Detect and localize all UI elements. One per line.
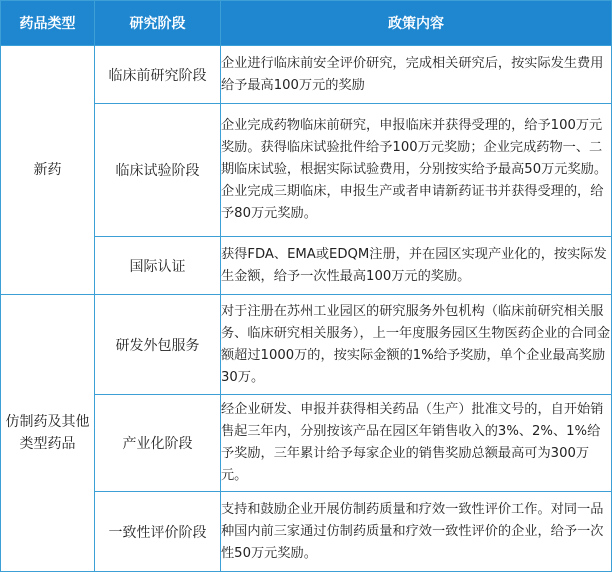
header-policy-content: 政策内容: [221, 1, 612, 46]
stage-cell: 研发外包服务: [95, 295, 221, 395]
table-row: [1, 295, 612, 395]
drug-type-cell: 仿制药及其他类型药品: [1, 295, 95, 572]
policy-content-cell: 经企业研发、申报并获得相关药品（生产）批准文号的，自开始销售起三年内，分别按该产品在园区年销售收入的3%、2%、1%给予奖励，三年累计给予每家企业的销售奖励总额最高可为300万元。: [221, 395, 612, 492]
policy-content-cell: 企业完成药物临床前研究，申报临床并获得受理的，给予100万元奖励。获得临床试验批件给予100万元奖励；企业完成药物一、二期临床试验，根据实际试验费用，分别按实给予最高50万元奖励。企业完成三期临床，申报生产或者申请新药证书并获得受理的，给予80万元奖励。: [221, 104, 612, 237]
header-row: [1, 1, 612, 46]
stage-cell: 一致性评价阶段: [95, 492, 221, 572]
policy-content-cell: 对于注册在苏州工业园区的研究服务外包机构（临床前研究相关服务、临床研究相关服务），上一年度服务园区生物医药企业的合同金额超过1000万的，按实际金额的1%给予奖励，单个企业最高奖励30万。: [221, 295, 612, 395]
stage-cell: 国际认证: [95, 237, 221, 295]
table-row: [1, 46, 612, 104]
policy-content-cell: 企业进行临床前安全评价研究，完成相关研究后，按实际发生费用给予最高100万元的奖励: [221, 46, 612, 104]
header-research-stage: 研究阶段: [95, 1, 221, 46]
header-drug-type: 药品类型: [1, 1, 95, 46]
stage-cell: 临床试验阶段: [95, 104, 221, 237]
stage-cell: 产业化阶段: [95, 395, 221, 492]
drug-type-cell: 新药: [1, 46, 95, 295]
policy-content-cell: 获得FDA、EMA或EDQM注册，并在园区实现产业化的，按实际发生金额，给予一次性最高100万元的奖励。: [221, 237, 612, 295]
stage-cell: 临床前研究阶段: [95, 46, 221, 104]
policy-content-cell: 支持和鼓励企业开展仿制药质量和疗效一致性评价工作。对同一品种国内前三家通过仿制药质量和疗效一致性评价的企业，给予一次性50万元奖励。: [221, 492, 612, 572]
